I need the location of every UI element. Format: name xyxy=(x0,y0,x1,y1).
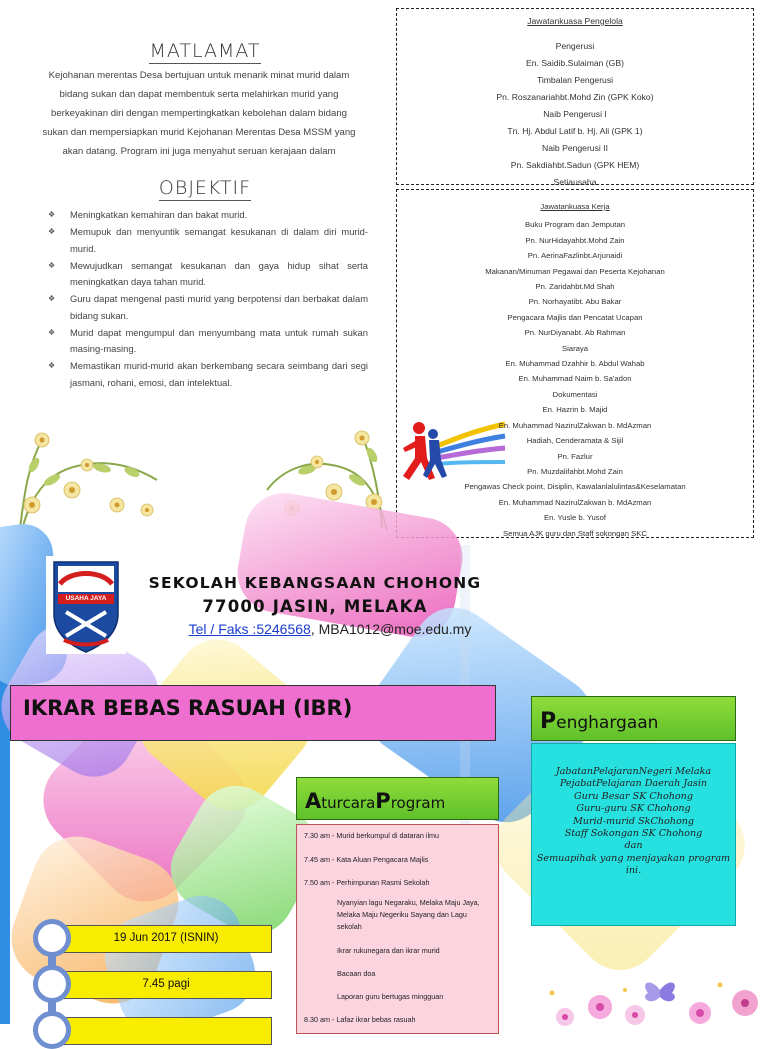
kerja-line: Pn. NurHidayahbt.Mohd Zain xyxy=(525,235,625,245)
aturcara-initial-a: A xyxy=(305,789,322,813)
penghargaan-line: ini. xyxy=(625,865,642,877)
aturcara-panel xyxy=(296,824,499,1034)
matlamat-heading: MATLAMAT xyxy=(149,40,261,62)
kerja-line: Hadiah, Cenderamata & Sijil xyxy=(526,436,624,446)
circle-marker-1 xyxy=(33,919,71,957)
school-address: 77000 JASIN, MELAKA xyxy=(202,597,428,616)
kerja-line: Pn. NurDiyanabt. Ab Rahman xyxy=(524,328,626,338)
kerja-line: Pn. Fazlur xyxy=(557,451,593,461)
objektif-item: ❖ Murid dapat mengumpul dan menyumbang mata untuk rumah sukan masing-masing. xyxy=(44,325,368,358)
penghargaan-header xyxy=(531,696,736,741)
kerja-line: Pn. Zaridahbt.Md Shah xyxy=(535,282,615,292)
kerja-line: En. Muhammad NazirulZakwan b. MdAzman xyxy=(498,420,652,430)
penghargaan-line: JabatanPelajaranNegeri Melaka xyxy=(555,766,712,777)
penghargaan-line: Staff Sokongan SK Chohong xyxy=(564,828,703,840)
aturcara-item: 7.50 am - Perhimpunan Rasmi Sekolah xyxy=(304,878,430,887)
date-box: 19 Jun 2017 (ISNIN) xyxy=(60,925,272,953)
school-name: SEKOLAH KEBANGSAAN CHOHONG xyxy=(148,574,482,592)
penghargaan-line: Murid-murid SkChohong xyxy=(572,815,695,827)
aturcara-item: Ikrar rukunegara dan ikrar murid xyxy=(337,946,440,955)
penghargaan-line: PejabatPelajaran Daerah Jasin xyxy=(559,778,708,790)
kerja-line: Pengacara Majlis dan Pencatat Ucapan xyxy=(507,312,643,322)
pengelola-line: Setiausaha xyxy=(553,177,597,187)
kerja-line: Pn. Muzdalifahbt.Mohd Zain xyxy=(527,466,623,476)
flower-corner-left xyxy=(12,410,162,535)
matlamat-line: berkeyakinan diri dengan mempertingkatkan kebolehan dalam bidang xyxy=(50,108,347,119)
matlamat-paragraph xyxy=(22,66,376,161)
aturcara-item: Laporan guru bertugas mingguan xyxy=(337,992,444,1001)
penghargaan-line: Semuapihak yang menjayakan program xyxy=(536,852,731,864)
aturcara-word-1: turcara xyxy=(321,794,376,812)
kerja-line: Siaraya xyxy=(561,343,589,353)
time-box: 7.45 pagi xyxy=(60,971,272,999)
objektif-item: ❖ Memupuk dan menyuntik semangat kesukanan di dalam diri murid-murid. xyxy=(44,224,368,257)
kerja-line: Pn. AerinaFazlinbt.Arjunaidi xyxy=(527,251,623,261)
third-box xyxy=(60,1017,272,1045)
kerja-line: En. Muhammad NazirulZakwan b. MdAzman xyxy=(498,497,652,507)
pengelola-line: Naib Pengerusi I xyxy=(543,109,607,119)
objektif-heading: OBJEKTIF xyxy=(158,177,252,199)
penghargaan-line: Guru-guru SK Chohong xyxy=(576,803,691,815)
aturcara-item: 7.45 am - Kata Aluan Pengacara Majlis xyxy=(304,855,429,864)
pengelola-line: Pengerusi xyxy=(555,41,595,51)
school-contact xyxy=(140,621,520,637)
matlamat-line: sukan dan mempersiapkan murid Kejohanan Merentas Desa MSSM yang xyxy=(42,127,356,138)
objektif-item: ❖ Guru dapat mengenal pasti murid yang berpotensi dan berbakat dalam bidang sukan. xyxy=(44,291,368,324)
kerja-line: En. Yusle b. Yusof xyxy=(543,513,607,523)
pengelola-line: Tn. Hj. Abdul Latif b. Hj. Ali (GPK 1) xyxy=(507,126,643,136)
kerja-line: En. Muhammad Naim b. Sa'adon xyxy=(518,374,632,384)
kerja-box xyxy=(396,189,754,538)
circle-marker-3 xyxy=(33,1011,71,1049)
pengelola-line: Timbalan Pengerusi xyxy=(536,75,614,85)
penghargaan-heading: enghargaan xyxy=(556,713,659,733)
pengelola-box xyxy=(396,8,754,185)
objektif-item: ❖ Mewujudkan semangat kesukanan dan gaya hidup sihat serta meningkatkan daya tahan murid. xyxy=(44,258,368,291)
aturcara-item: Nyanyian lagu Negaraku, Melaka Maju Jaya, Melaka Maju Negeriku Sayang dan Lagu sekolah xyxy=(337,898,480,931)
school-email: , MBA1012@moe.edu.my xyxy=(310,621,472,637)
matlamat-line: Kejohanan merentas Desa bertujuan untuk menarik minat murid dalam xyxy=(48,70,350,81)
tel-fax-link[interactable]: Tel / Faks :5246568 xyxy=(188,621,311,637)
penghargaan-line: Guru Besar SK Chohong xyxy=(573,790,694,802)
penghargaan-panel xyxy=(531,743,736,926)
pengelola-line: Pn. Sakdiahbt.Sadun (GPK HEM) xyxy=(510,160,640,170)
kerja-heading: Jawatankuasa Kerja xyxy=(540,202,610,211)
aturcara-item: 8.30 am - Lafaz ikrar bebas rasuah xyxy=(304,1015,416,1024)
school-crest-icon xyxy=(46,556,126,654)
kerja-line: Semua AJK guru dan Staff sokongan SKC xyxy=(503,528,647,538)
objektif-item: ❖ Meningkatkan kemahiran dan bakat murid. xyxy=(44,207,368,224)
flowers-decoration xyxy=(550,983,759,1027)
penghargaan-line: dan xyxy=(624,840,643,852)
ibr-title-box xyxy=(10,685,496,741)
kerja-line: En. Hazrin b. Majid xyxy=(542,405,608,415)
pengelola-heading: Jawatankuasa Pengelola xyxy=(527,16,623,26)
kerja-line: Dokumentasi xyxy=(552,389,598,399)
objektif-item: ❖ Memastikan murid-murid akan berkembang secara seimbang dari segi jasmani, rohani, emosi, dan intelektual. xyxy=(44,358,368,391)
matlamat-line: bidang sukan dan dapat membentuk serta melahirkan murid yang xyxy=(59,89,339,100)
aturcara-item: 7.30 am - Murid berkumpul di dataran ilmu xyxy=(304,831,440,840)
aturcara-word-2: rogram xyxy=(390,794,446,812)
kerja-line: Buku Program dan Jemputan xyxy=(525,220,625,230)
kerja-line: En. Muhammad Dzahhir b. Abdul Wahab xyxy=(505,359,645,369)
pengelola-line: Naib Pengerusi II xyxy=(542,143,608,153)
circle-marker-2 xyxy=(33,965,71,1003)
kerja-line: Pengawas Check point, Disiplin, Kawalanlalulintas&Keselamatan xyxy=(464,482,686,492)
penghargaan-initial: P xyxy=(540,709,557,734)
pengelola-line: Pn. Roszanariahbt.Mohd Zin (GPK Koko) xyxy=(496,92,654,102)
pengelola-line: En. Saidib.Sulaiman (GB) xyxy=(526,58,624,68)
matlamat-line: akan datang. Program ini juga menyahut seruan kerajaan dalam xyxy=(62,146,336,157)
logo-motto: USAHA JAYA xyxy=(65,595,107,602)
school-logo-box xyxy=(46,556,126,654)
objektif-list xyxy=(44,207,368,392)
kerja-line: Makanan/Minuman Pegawai dan Peserta Kejohanan xyxy=(485,266,665,276)
aturcara-header xyxy=(296,777,499,820)
aturcara-initial-p: P xyxy=(375,789,391,813)
aturcara-item: Bacaan doa xyxy=(337,969,376,978)
bottom-panel xyxy=(0,545,768,1024)
kerja-line: Pn. Norhayatibt. Abu Bakar xyxy=(528,297,622,307)
ibr-title: IKRAR BEBAS RASUAH (IBR) xyxy=(23,696,353,720)
